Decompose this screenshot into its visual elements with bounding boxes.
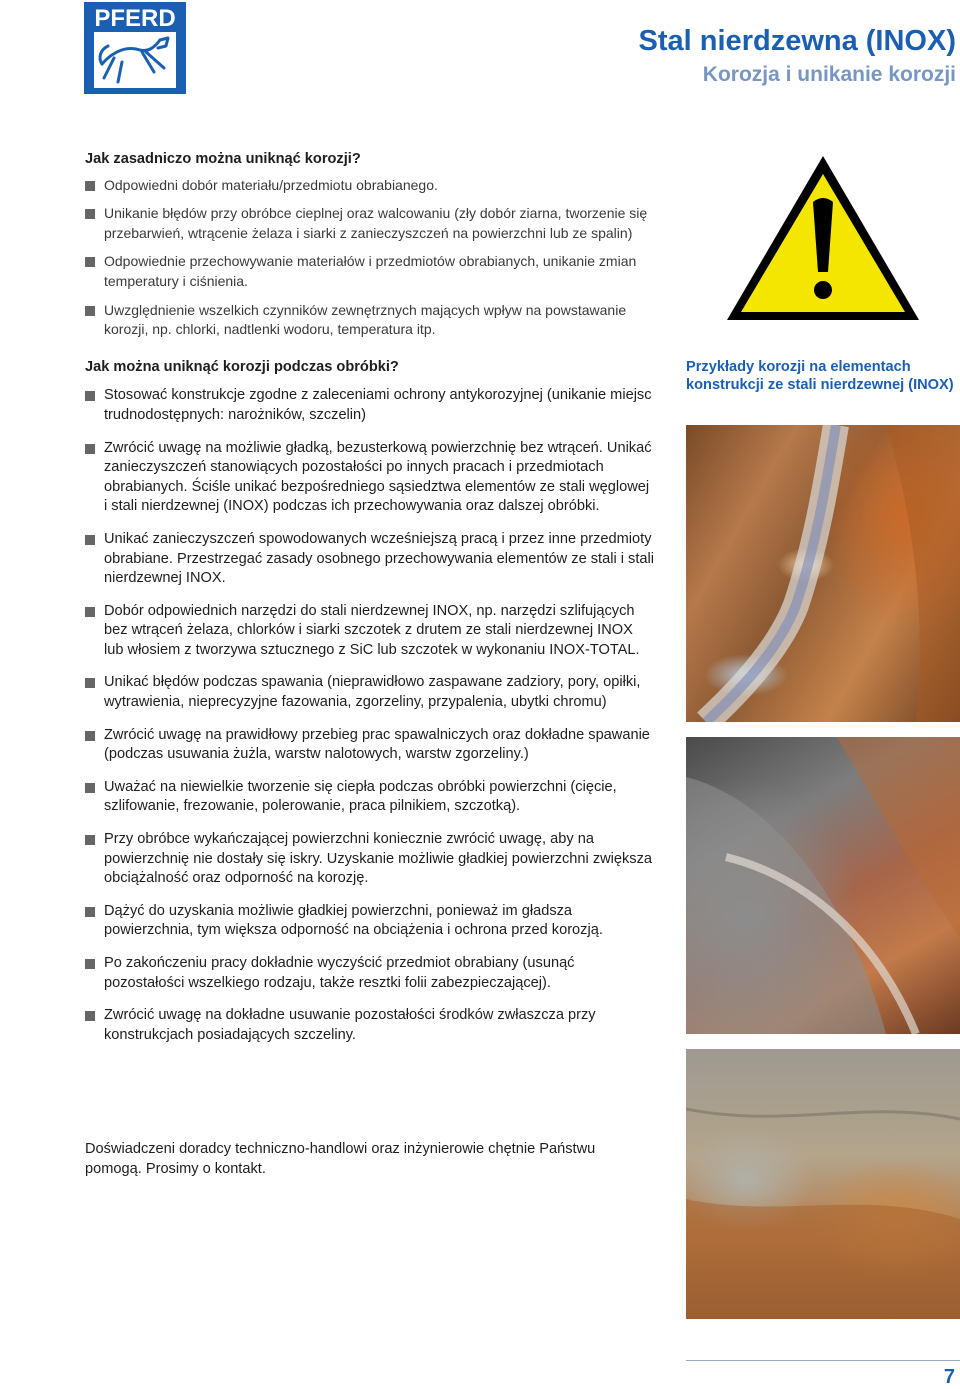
- page-title: Stal nierdzewna (INOX): [638, 25, 956, 57]
- list-item: Odpowiedni dobór materiału/przedmiotu obrabianego.: [85, 176, 655, 196]
- section2-list: [85, 386, 655, 1045]
- corrosion-photo-pipe-joint: [686, 737, 960, 1034]
- list-item: Po zakończeniu pracy dokładnie wyczyścić przedmiot obrabiany (usunąć pozostałości wszelkiego rodzaju, także resztki folii zabezpieczającej).: [85, 954, 655, 993]
- list-item: Uwzględnienie wszelkich czynników zewnętrznych mających wpływ na powstawanie korozji, np. chlorki, nadtlenki wodoru, temperatura itp.: [85, 301, 655, 340]
- list-item: Unikać błędów podczas spawania (nieprawidłowo zaspawane zadziory, pory, opiłki, wytrawienia, nieprecyzyjne fazowania, zgorzeliny, przypalenia, ubytki chromu): [85, 673, 655, 712]
- list-item: Uważać na niewielkie tworzenie się ciepła podczas obróbki powierzchni (cięcie, szlifowanie, frezowanie, polerowanie, praca pilnikiem, szczotką).: [85, 778, 655, 817]
- main-content: [85, 150, 655, 1058]
- list-item: Zwrócić uwagę na dokładne usuwanie pozostałości środków zwłaszcza przy konstrukcjach posiadających szczeliny.: [85, 1006, 655, 1045]
- list-item: Stosować konstrukcje zgodne z zaleceniami ochrony antykorozyjnej (unikanie miejsc trudnodostępnych: narożników, szczelin): [85, 386, 655, 425]
- closing-note: Doświadczeni doradcy techniczno-handlowi oraz inżynierowie chętnie Państwu pomogą. Prosimy o kontakt.: [85, 1141, 596, 1177]
- section1-list: [85, 176, 655, 340]
- list-item: Przy obróbce wykańczającej powierzchni koniecznie zwrócić uwagę, aby na powierzchnię nie dostały się iskry. Uzyskanie możliwie gładkiej powierzchni zwiększa obciążalność oraz odporność na korozję.: [85, 830, 655, 889]
- page-number: 7: [943, 1366, 955, 1388]
- list-item: Zwrócić uwagę na możliwie gładką, bezusterkową powierzchnię bez wtrąceń. Unikać zanieczyszczeń stanowiących pozostałości po innych pracach i przedmiotach obrabianych. Ściśle unikać bezpośredniego sąsiedztwa elementów ze stali węglowej i stali nierdzewnej (INOX) podczas ich przechowywania oraz dalszej obróbki.: [85, 439, 655, 517]
- list-item: Unikać zanieczyszczeń spowodowanych wcześniejszą pracą i przez inne przedmioty obrabiane. Przestrzegać zasady osobnego przechowywania elementów ze stali i stali nierdzewnej INOX.: [85, 530, 655, 589]
- corrosion-photo-surface: [686, 1049, 960, 1319]
- photo-caption: Przykłady korozji na elementach konstrukcji ze stali nierdzewnej (INOX): [686, 359, 954, 393]
- list-item: Zwrócić uwagę na prawidłowy przebieg prac spawalniczych oraz dokładne spawanie (podczas usuwania żużla, warstw nalotowych, warstw zgorzeliny.): [85, 726, 655, 765]
- list-item: Odpowiednie przechowywanie materiałów i przedmiotów obrabianych, unikanie zmian temperatury i ciśnienia.: [85, 252, 655, 291]
- warning-triangle-icon: [725, 152, 960, 324]
- page-subtitle: Korozja i unikanie korozji: [702, 63, 956, 86]
- corrosion-photo-weld-seam: [686, 425, 960, 722]
- pferd-logo: [84, 2, 186, 94]
- section1-heading: Jak zasadniczo można uniknąć korozji?: [85, 151, 361, 167]
- logo-text: PFERD: [94, 5, 176, 32]
- page-header: [639, 22, 956, 90]
- section2-heading: Jak można uniknąć korozji podczas obróbki?: [85, 358, 399, 375]
- list-item: Unikanie błędów przy obróbce cieplnej oraz walcowaniu (zły dobór ziarna, tworzenie się przebarwień, wtrącenie żelaza i siarki z zanieczyszczeń na powierzchni lub ze spalin): [85, 204, 655, 243]
- footer-divider: [686, 1360, 960, 1361]
- list-item: Dobór odpowiednich narzędzi do stali nierdzewnej INOX, np. narzędzi szlifujących bez wtrąceń żelaza, chlorków i siarki szczotek z drutem ze stali nierdzewnej INOX lub włosiem z tworzywa sztucznego z SiC lub szczotek w wykonaniu INOX-TOTAL.: [85, 602, 655, 661]
- list-item: Dążyć do uzyskania możliwie gładkiej powierzchni, ponieważ im gładsza powierzchnia, tym większa odporność na obciążenia i ochrona przed korozją.: [85, 902, 655, 941]
